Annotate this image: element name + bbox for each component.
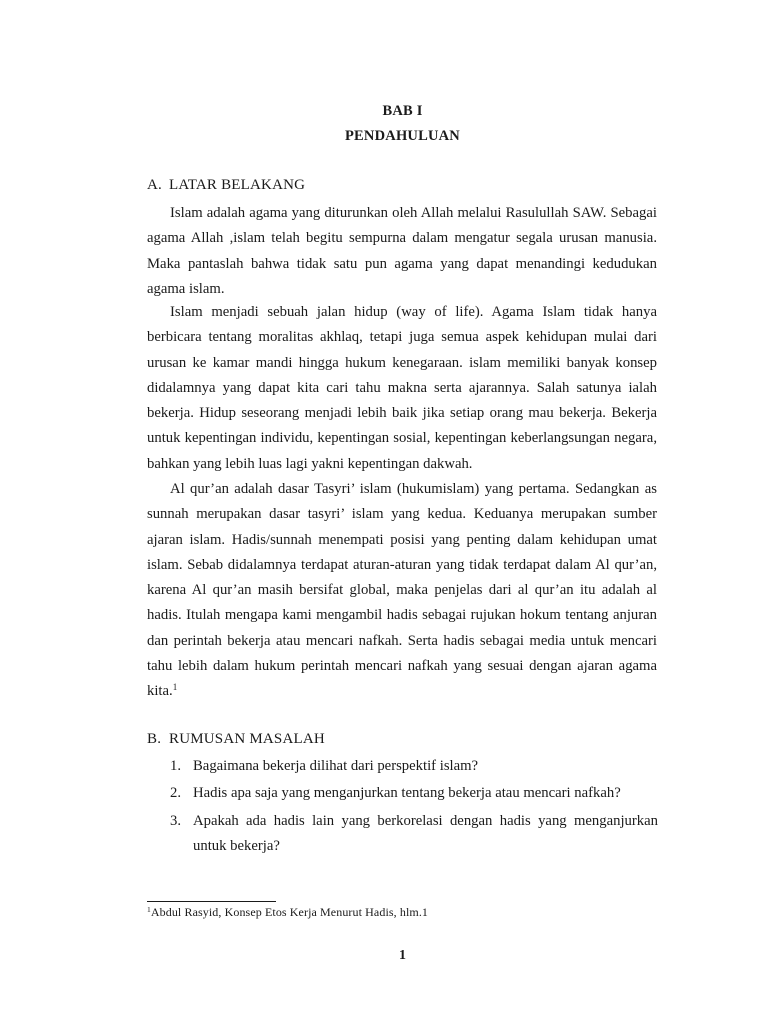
list-item [170, 809, 658, 860]
list-item-number: 1. [170, 758, 182, 774]
footnote-text: Abdul Rasyid, Konsep Etos Kerja Menurut Hadis, hlm.1 [150, 905, 429, 919]
section-b-letter: B. [147, 731, 162, 747]
list-item-number: 3. [170, 812, 182, 829]
list-item-text: Bagaimana bekerja dilihat dari perspektif islam? [193, 758, 479, 774]
footnote [147, 905, 428, 920]
problem-list [170, 754, 658, 859]
footnote-reference: 1 [172, 682, 178, 693]
list-item-text: Apakah ada hadis lain yang berkorelasi dengan hadis yang menganjurkan untuk bekerja? [193, 812, 658, 854]
list-item [170, 754, 658, 779]
footnote-mark: 1 [147, 905, 151, 914]
chapter-title: PENDAHULUAN [345, 128, 460, 144]
list-item [170, 781, 658, 806]
section-b-heading [147, 731, 325, 748]
section-b-title: RUMUSAN MASALAH [169, 731, 325, 747]
paragraph-1: Islam adalah agama yang diturunkan oleh Allah melalui Rasulullah SAW. Sebagai agama Allah ,islam telah begitu sempurna dalam mengatur segala urusan manusia. Maka pantaslah bahwa tidak satu pun agama yang dapat menandingi kedudukan agama islam. [147, 205, 657, 297]
chapter-number: BAB I [382, 103, 423, 119]
section-a-heading [147, 177, 305, 194]
footnote-separator [147, 901, 276, 902]
section-a-letter: A. [147, 177, 162, 193]
list-item-text: Hadis apa saja yang menganjurkan tentang bekerja atau mencari nafkah? [193, 785, 621, 802]
list-item-number: 2. [170, 785, 182, 802]
section-a-title: LATAR BELAKANG [169, 177, 306, 193]
paragraph-2: Islam menjadi sebuah jalan hidup (way of life). Agama Islam tidak hanya berbicara tentang moralitas akhlaq, tetapi juga semua aspek kehidupan mulai dari urusan ke kamar mandi hingga hukum kenegaraan. islam memiliki banyak konsep didalamnya yang dapat kita cari tahu makna serta ajarannya. Salah satunya ialah bekerja. Hidup seseorang menjadi lebih baik jika setiap orang mau bekerja. Bekerja untuk kepentingan individu, kepentingan sosial, kepentingan keberlangsungan negara, bahkan yang lebih luas lagi yakni kepentingan dakwah. [147, 304, 657, 472]
paragraph-3 [147, 477, 657, 705]
paragraph-3-text: Al qur’an adalah dasar Tasyri’ islam (hukumislam) yang pertama. Sedangkan as sunnah merupakan dasar tasyri’ islam yang kedua. Keduanya merupakan sumber ajaran islam. Hadis/sunnah menempati posisi yang penting dalam kehidupan umat islam. Sebab didalamnya terdapat aturan-aturan yang tidak terdapat dalam Al qur’an, karena Al qur’an masih bersifat global, maka penjelas dari al qur’an itu adalah al hadis. Itulah mengapa kami mengambil hadis sebagai rujukan hokum tentang anjuran dan perintah bekerja atau mencari nafkah. Serta hadis sebagai media untuk mencari tahu lebih dalam hukum perintah mencari nafkah yang sesuai dengan ajaran agama kita. [147, 481, 657, 700]
page-number: 1 [399, 948, 406, 963]
